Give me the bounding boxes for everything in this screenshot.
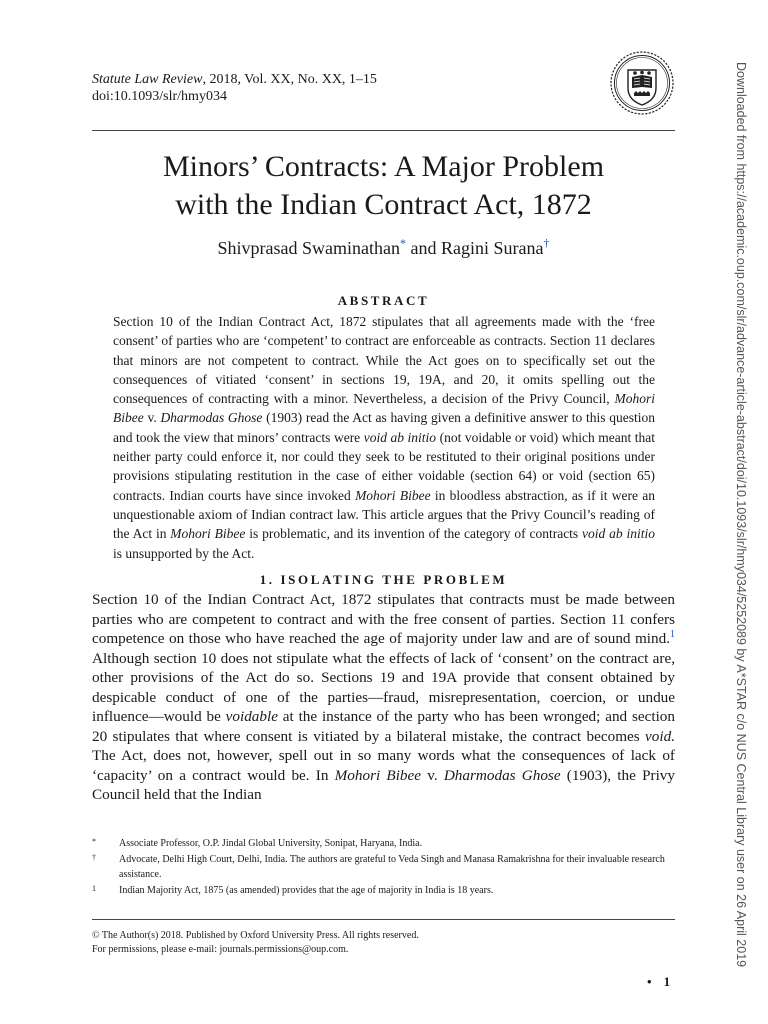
abstract-text: Section 10 of the Indian Contract Act, 1872 stipulates that all agreements made with the ‘free consent’ of parties who are ‘competent’ to contract are enforceable as contracts. Section 11 declares that minors are not competent to contract. While the Act goes on to specifically set out the consequences of vitiated ‘consent’ in sections 19, 19A, and 20, it omits spelling out the consequences of contracting with a minor. Nevertheless, a decision of the Privy Council, Mohori Bibee v. Dharmodas Ghose (1903) read the Act as having given a definitive answer to this question and took the view that minors’ contracts were void ab initio (not voidable or void) which meant that neither party could enforce it, nor could they seek to be restituted to their original positions under provisions stipulating restitution in the case of either voidable (section 64) or void (section 65) contracts. Indian courts have since invoked Mohori Bibee in bloodless abstraction, as if it were an unquestionable axiom of Indian contract law. This article argues that the Privy Council’s reading of the Act in Mohori Bibee is problematic, and its invention of the category of contracts void ab initio is unsupported by the Act. [113, 314, 656, 561]
journal-doi: doi:10.1093/slr/hmy034 [92, 89, 227, 104]
footnote-mark: 1 [92, 883, 96, 893]
author-name: Shivprasad Swaminathan [217, 238, 400, 258]
journal-name: Statute Law Review [92, 72, 203, 87]
footnote-text: Indian Majority Act, 1875 (as amended) provides that the age of majority in India is 18 years. [119, 884, 494, 896]
footnote [92, 883, 675, 899]
footnote-link[interactable]: 1 [670, 628, 675, 640]
abstract-heading: ABSTRACT [337, 293, 430, 308]
permissions-line: For permissions, please e-mail: journals.permissions@oup.com. [92, 944, 349, 955]
header-divider [92, 130, 675, 131]
footnote [92, 852, 675, 883]
journal-citation [92, 71, 377, 105]
article-title-line-2: with the Indian Contract Act, 1872 [175, 188, 592, 221]
footnotes [92, 836, 675, 898]
bullet-icon: • [647, 974, 652, 989]
footnote-link[interactable]: * [400, 236, 406, 250]
author-joiner: and [406, 238, 441, 258]
footer-divider [92, 919, 675, 920]
body-paragraph: Section 10 of the Indian Contract Act, 1872 stipulates that contracts must be made between parties who are competent to contract and with the free consent of parties. Section 11 confers competence on those who have reached the age of majority under law and are of sound mind.$^1$ Although section 10 does not stipulate what the effects of lack of ‘consent’ on the contract are, other provisions of the Act do so. Sections 19 and 19A provide that consent obtained by despicable conduct of one of the parties—fraud, misrepresentation, coercion, or undue influence—would be voidable at the instance of the party who has been wronged; and section 20 stipulates that where consent is vitiated by a bilateral mistake, the contract becomes void. The Act, does not, however, spell out in so many words what the consequences of lack of ‘capacity’ on a contract would be. In Mohori Bibee v. Dharmodas Ghose (1903), the Privy Council held that the Indian [92, 591, 675, 803]
footnote-link[interactable]: † [543, 236, 550, 250]
footnote-mark: * [92, 837, 96, 846]
oxford-university-seal-icon [609, 50, 675, 116]
copyright-notice [92, 929, 675, 957]
section-heading: 1. ISOLATING THE PROBLEM [259, 572, 508, 587]
page-number-value: 1 [663, 974, 671, 989]
page-number [647, 974, 670, 990]
download-watermark-text[interactable]: Downloaded from https://academic.oup.com/slr/advance-article-abstract/doi/10.1093/slr/hmy034/5252089 by A*STAR c/o NUS Central Library user on 26 April 2019 [734, 62, 748, 968]
download-watermark [734, 62, 750, 968]
copyright-line: © The Author(s) 2018. Published by Oxford University Press. All rights reserved. [92, 930, 419, 941]
footnote [92, 836, 675, 852]
journal-volume: , 2018, Vol. XX, No. XX, 1–15 [202, 72, 377, 87]
article-title-line-1: Minors’ Contracts: A Major Problem [162, 150, 605, 183]
author-name: Ragini Surana [441, 238, 544, 258]
footnote-text: Associate Professor, O.P. Jindal Global University, Sonipat, Haryana, India. [119, 838, 423, 849]
article-title [92, 148, 675, 224]
footnote-mark: † [92, 852, 96, 862]
author-list [92, 236, 675, 260]
footnote-text: Advocate, Delhi High Court, Delhi, India. The authors are grateful to Veda Singh and Manasa Ramakrishna for their invaluable research assistance. [119, 853, 665, 880]
